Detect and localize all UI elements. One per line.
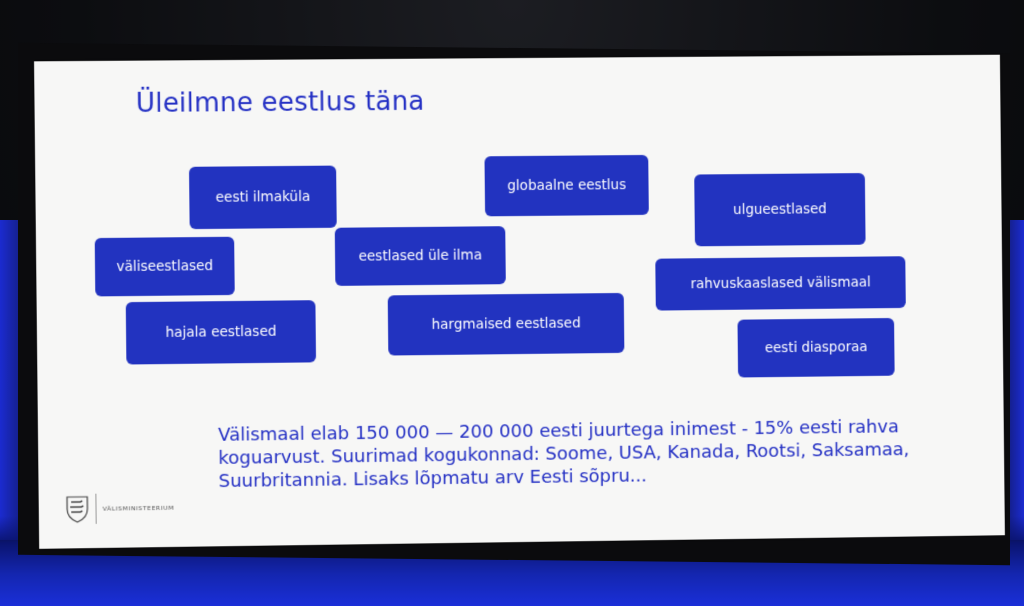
tag-ulgueestlased: ulgueestlased: [694, 173, 865, 246]
tag-rahvuskaaslased-valismaal: rahvuskaaslased välismaal: [655, 256, 906, 310]
tag-hargmaised-eestlased: hargmaised eestlased: [388, 293, 625, 356]
slide-body-text: Välismaal elab 150 000 — 200 000 eesti juurtega inimest - 15% eesti rahva koguarvust. Suurimad kogukonnad: Soome, USA, Kanada, Rootsi, Saksamaa, Suurbritannia. Lisaks lõpmatu arv Eesti sõpru...: [217, 416, 910, 493]
coat-of-arms-icon: [65, 495, 90, 524]
tag-globaalne-eestlus: globaalne eestlus: [484, 155, 648, 216]
tag-valiseestlased: väliseestlased: [95, 237, 235, 297]
tag-eesti-diasporaa: eesti diasporaa: [737, 318, 894, 378]
logo-divider: [95, 494, 96, 524]
slide-title: Üleilmne eestlus täna: [135, 86, 425, 119]
tag-eesti-ilmakula: eesti ilmaküla: [189, 166, 337, 230]
ministry-logo: [65, 493, 174, 525]
tag-hajala-eestlased: hajala eestlased: [126, 300, 316, 364]
logo-text: VÄLISMINISTEERIUM: [102, 504, 175, 513]
presentation-slide: [34, 55, 1005, 549]
tag-eestlased-ule-ilma: eestlased üle ilma: [335, 226, 506, 286]
